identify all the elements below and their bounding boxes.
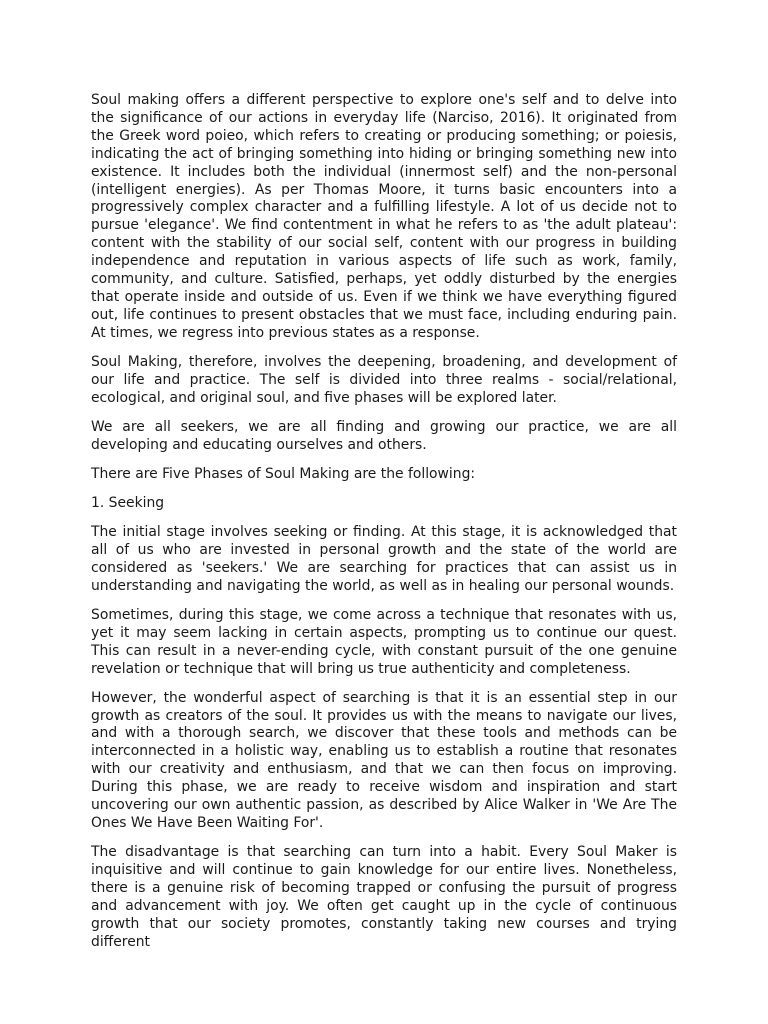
paragraph-initial-stage: The initial stage involves seeking or finding. At this stage, it is acknowledged that all of us who are invested in personal growth and the state of the world are considered as 'seekers.' We are searching for practices that can assist us in understanding and navigating the world, as well as in healing our personal wounds.: [91, 523, 677, 594]
paragraph-five-phases-intro: There are Five Phases of Soul Making are the following:: [91, 465, 476, 482]
paragraph-disadvantage: The disadvantage is that searching can turn into a habit. Every Soul Maker is inquisitive and will continue to gain knowledge for our entire lives. Nonetheless, there is a genuine risk of becoming trapped or confusing the pursuit of progress and advancement with joy. We often get caught up in the cycle of continuous growth that our society promotes, constantly taking new courses and trying different: [91, 844, 677, 950]
paragraph-soul-making-definition: Soul Making, therefore, involves the deepening, broadening, and development of our life and practice. The self is divided into three realms - social/relational, ecological, and original soul, and five phases will be explored later.: [91, 353, 677, 406]
paragraph-technique-resonates: Sometimes, during this stage, we come across a technique that resonates with us, yet it may seem lacking in certain aspects, prompting us to continue our quest. This can result in a never-ending cycle, with constant pursuit of the one genuine revelation or technique that will bring us true authenticity and completeness.: [91, 606, 677, 677]
document-body: [91, 92, 677, 963]
section-heading-seeking: 1. Seeking: [91, 494, 165, 511]
paragraph-seekers: We are all seekers, we are all finding and growing our practice, we are all developing and educating ourselves and others.: [91, 418, 677, 453]
paragraph-wonderful-aspect: However, the wonderful aspect of searching is that it is an essential step in our growth as creators of the soul. It provides us with the means to navigate our lives, and with a thorough search, we discover that these tools and methods can be interconnected in a holistic way, enabling us to establish a routine that resonates with our creativity and enthusiasm, and that we can then focus on improving. During this phase, we are ready to receive wisdom and inspiration and start uncovering our own authentic passion, as described by Alice Walker in 'We Are The Ones We Have Been Waiting For'.: [91, 689, 677, 831]
paragraph-soul-making-intro: Soul making offers a different perspective to explore one's self and to delve into the significance of our actions in everyday life (Narciso, 2016). It originated from the Greek word poieo, which refers to creating or producing something; or poiesis, indicating the act of bringing something into hiding or bringing something new into existence. It includes both the individual (innermost self) and the non-personal (intelligent energies). As per Thomas Moore, it turns basic encounters into a progressively complex character and a fulfilling lifestyle. A lot of us decide not to pursue 'elegance'. We find contentment in what he refers to as 'the adult plateau': content with the stability of our social self, content with our progress in building independence and reputation in various aspects of life such as work, family, community, and culture. Satisfied, perhaps, yet oddly disturbed by the energies that operate inside and outside of us. Even if we think we have everything figured out, life continues to present obstacles that we must face, including enduring pain. At times, we regress into previous states as a response.: [91, 92, 677, 341]
